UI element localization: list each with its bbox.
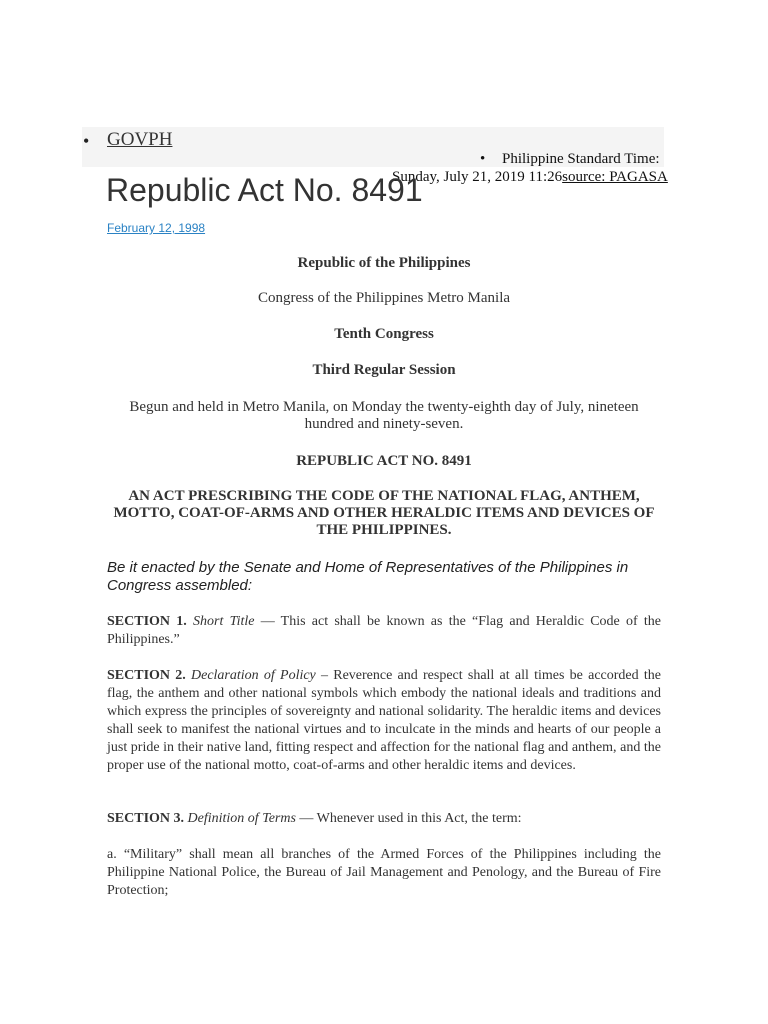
tenth-congress-heading: Tenth Congress bbox=[334, 326, 434, 342]
section-subtitle: Short Title bbox=[193, 614, 255, 629]
section-1 bbox=[107, 613, 661, 649]
section-2 bbox=[107, 667, 661, 775]
congress-line: Congress of the Philippines Metro Manila bbox=[257, 290, 511, 306]
act-title-heading: AN ACT PRESCRIBING THE CODE OF THE NATIONAL FLAG, ANTHEM, MOTTO, COAT-OF-ARMS AND OTHER HERALDIC ITEMS AND DEVICES OF THE PHILIPPINES. bbox=[113, 488, 655, 538]
page-title: Republic Act No. 8491 bbox=[106, 172, 423, 208]
section-text: – Reverence and respect shall at all times be accorded the flag, the anthem and other national symbols which embody the national ideals and traditions and which express the principles of sovereignty and national solidarity. The heraldic items and devices shall seek to manifest the national virtues and to inculcate in the minds and hearts of our people a just pride in their native land, fitting respect and affection for the national flag and anthem, and the proper use of the national motto, coat-of-arms and other heraldic items and devices. bbox=[107, 668, 661, 773]
session-heading: Third Regular Session bbox=[312, 362, 456, 378]
section-text: — This act shall be known as the “Flag and Heraldic Code of the Philippines.” bbox=[107, 614, 661, 647]
republic-heading: Republic of the Philippines bbox=[297, 255, 471, 271]
pagasa-source-link[interactable]: source: PAGASA bbox=[562, 169, 668, 185]
section-subtitle: Declaration of Policy bbox=[191, 668, 316, 683]
govph-link[interactable]: GOVPH bbox=[107, 129, 173, 150]
standard-time-label: Philippine Standard Time: bbox=[502, 151, 660, 167]
standard-time-value bbox=[392, 168, 668, 186]
section-heading: SECTION 2. bbox=[107, 668, 186, 683]
section-3 bbox=[107, 810, 661, 828]
definition-item-a: a. “Military” shall mean all branches of the Armed Forces of the Philippines including the Philippine National Police, the Bureau of Jail Management and Penology, and the Bureau of Fire Protection; bbox=[107, 847, 661, 898]
section-subtitle: Definition of Terms bbox=[187, 811, 296, 826]
section-heading: SECTION 1. bbox=[107, 614, 187, 629]
begun-paragraph: Begun and held in Metro Manila, on Monday the twenty-eighth day of July, nineteen hundred and ninety-seven. bbox=[129, 399, 639, 432]
act-number-heading: REPUBLIC ACT NO. 8491 bbox=[296, 453, 472, 469]
section-heading: SECTION 3. bbox=[107, 811, 185, 826]
publish-date-link[interactable]: February 12, 1998 bbox=[107, 221, 206, 235]
section-text: — Whenever used in this Act, the term: bbox=[295, 811, 522, 826]
enacting-clause: Be it enacted by the Senate and Home of Representatives of the Philippines in Congress assembled: bbox=[107, 559, 629, 594]
list-bullet: • bbox=[480, 151, 486, 167]
standard-time-datetime: Sunday, July 21, 2019 11:26 bbox=[392, 169, 563, 185]
list-bullet: • bbox=[83, 131, 90, 151]
